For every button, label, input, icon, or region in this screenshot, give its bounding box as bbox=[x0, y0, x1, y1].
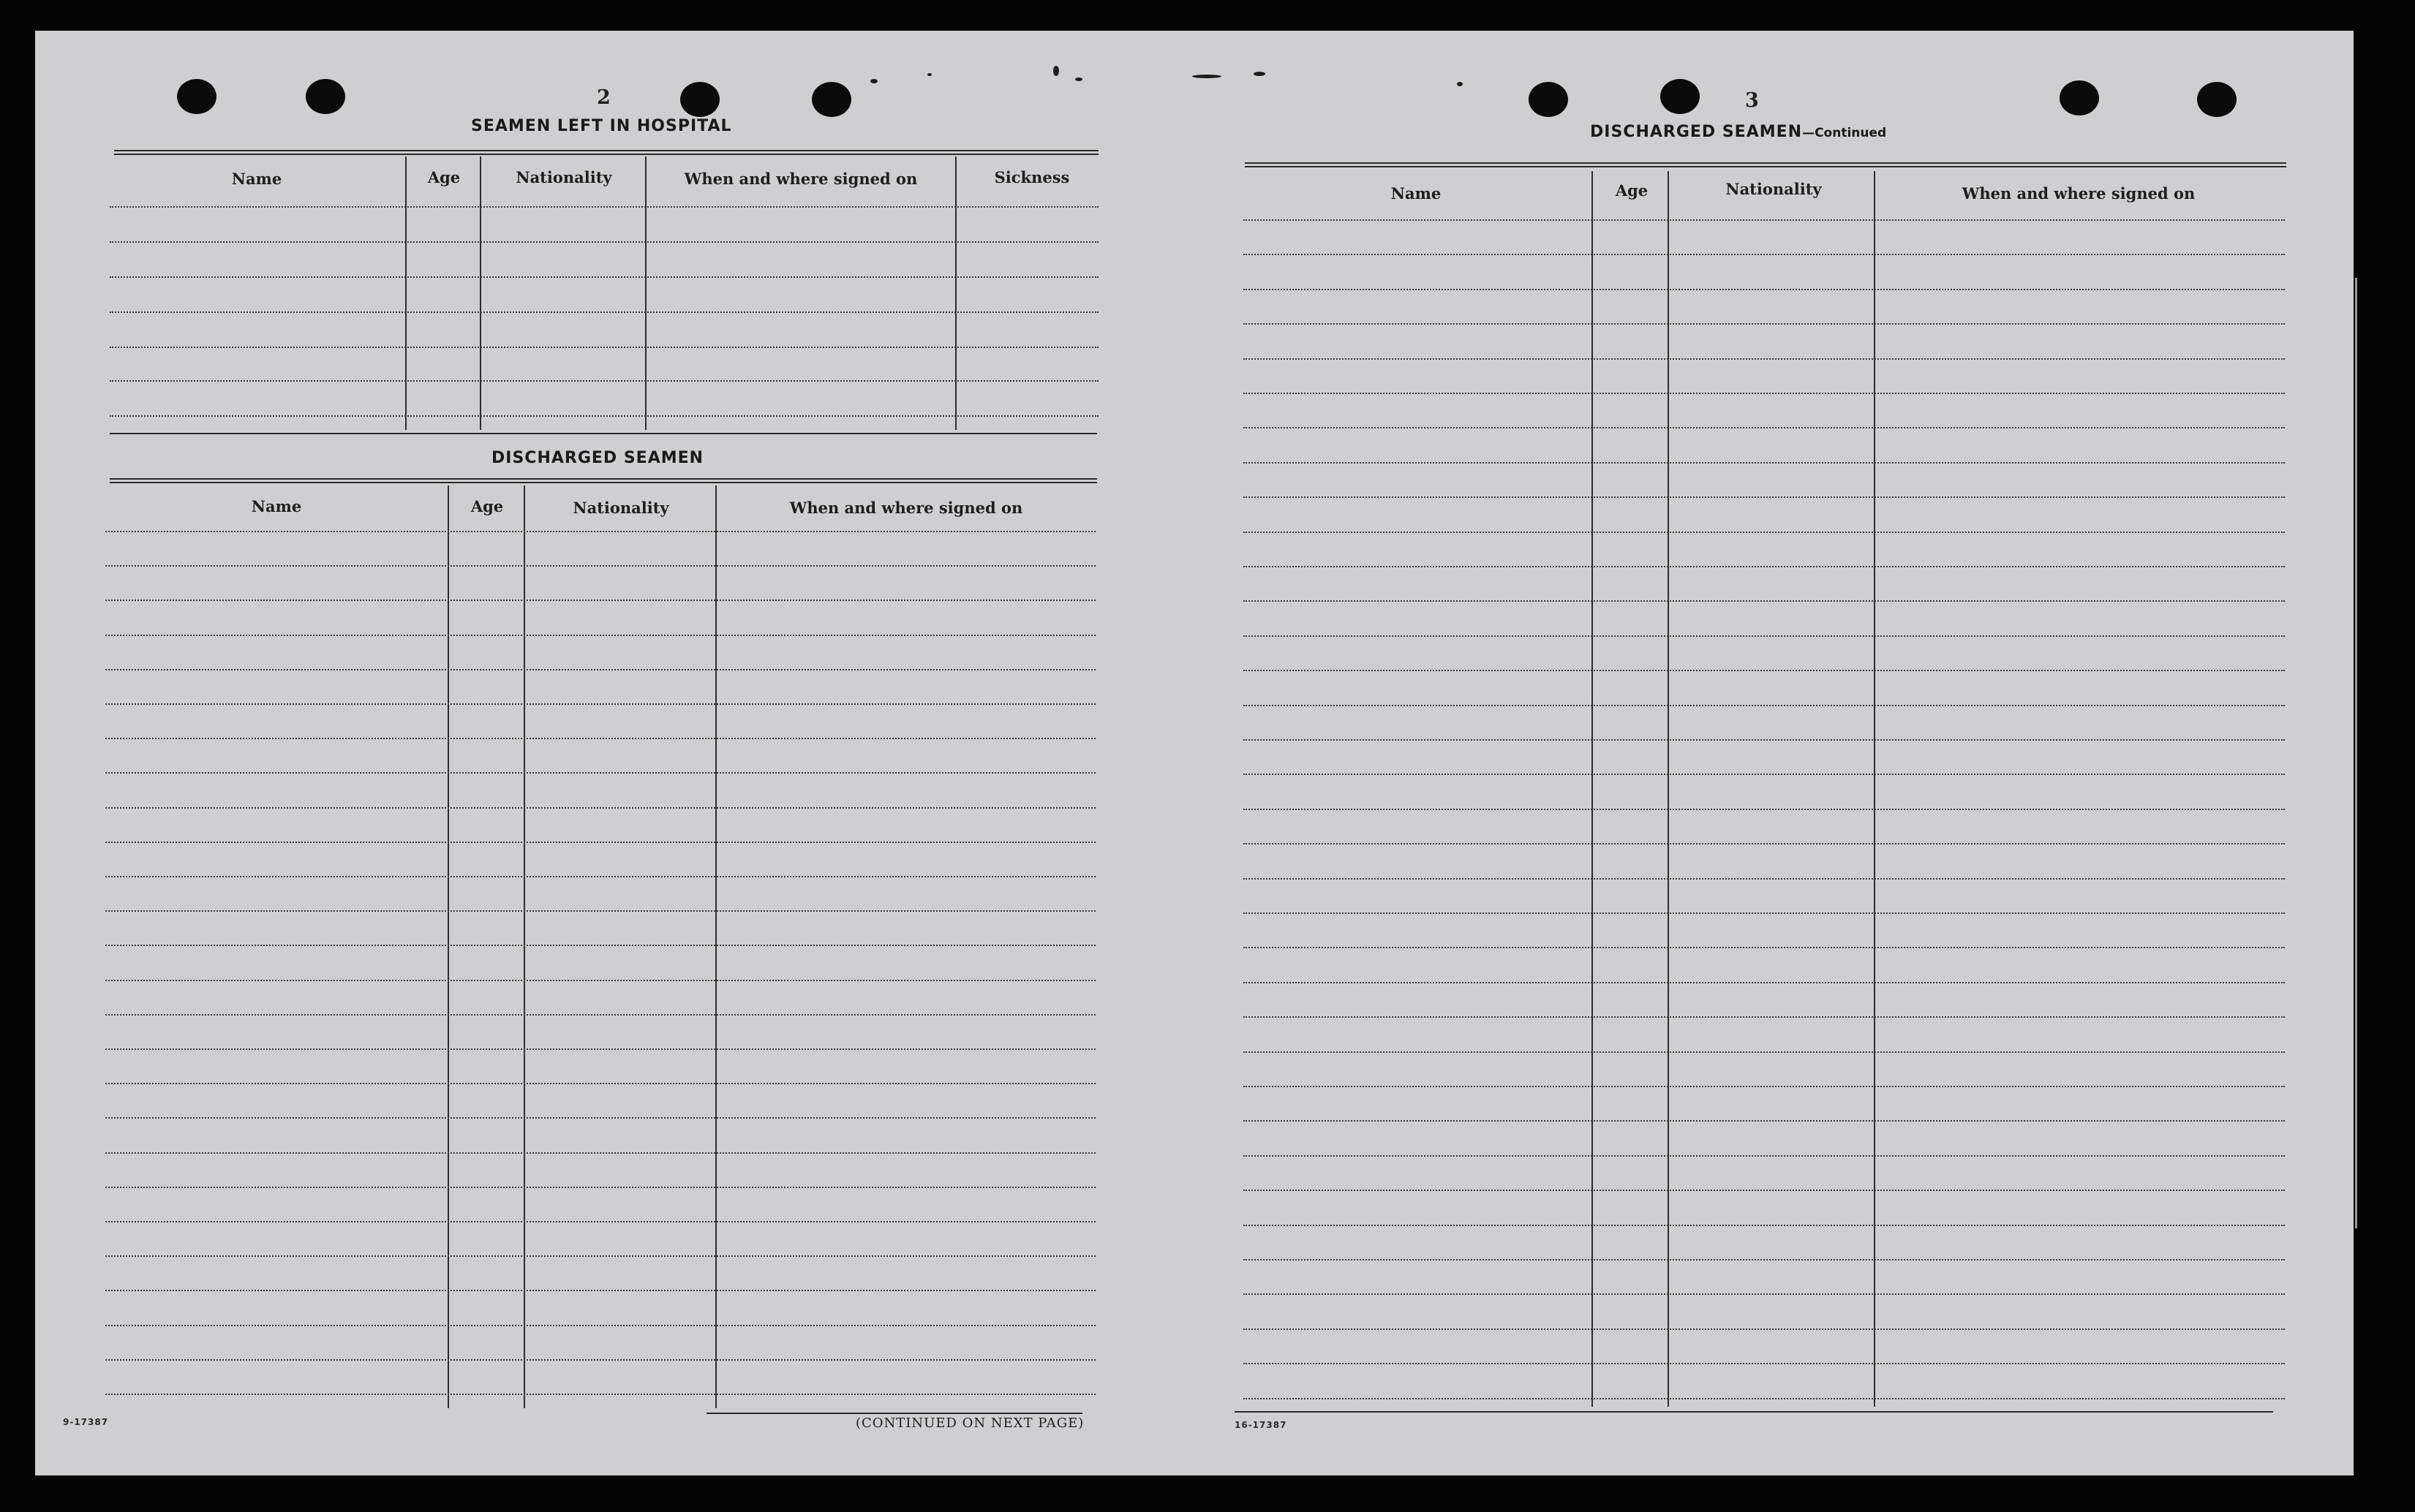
hospital-table-bottom-rule bbox=[110, 433, 1097, 434]
hospital-row-line bbox=[110, 206, 1099, 208]
ledger-row-line bbox=[1243, 670, 2285, 671]
hospital-row-line bbox=[110, 415, 1099, 417]
page-number: 3 bbox=[1745, 89, 1759, 112]
ledger-row-line bbox=[105, 1083, 1096, 1084]
form-number: 16-17387 bbox=[1235, 1420, 1287, 1430]
ledger-row-line bbox=[1243, 635, 2285, 637]
right-col-divider bbox=[1668, 171, 1669, 1407]
ledger-row-line bbox=[1243, 739, 2285, 741]
hospital-col-signed-on: When and where signed on bbox=[684, 170, 918, 188]
ledger-row-line bbox=[1243, 878, 2285, 880]
hospital-col-name: Name bbox=[231, 170, 282, 188]
hospital-row-line bbox=[110, 276, 1099, 278]
left-page-bottom-rule bbox=[707, 1413, 1082, 1414]
ledger-row-line bbox=[105, 531, 1096, 532]
ledger-row-line bbox=[1243, 1051, 2285, 1053]
ledger-row-line bbox=[1243, 1259, 2285, 1260]
ledger-row-line bbox=[105, 1359, 1096, 1361]
punch-hole bbox=[306, 79, 345, 114]
page-edge bbox=[2355, 278, 2357, 1228]
ledger-row-line bbox=[1243, 1293, 2285, 1295]
ledger-row-line bbox=[105, 565, 1096, 567]
ledger-row-line bbox=[1243, 1363, 2285, 1364]
ledger-row-line bbox=[1243, 254, 2285, 255]
hospital-section-title: SEAMEN LEFT IN HOSPITAL bbox=[471, 117, 732, 135]
ink-speck bbox=[1457, 82, 1463, 86]
discharged-col-divider bbox=[715, 485, 717, 1408]
discharged-continued-title bbox=[1590, 123, 1886, 141]
ledger-row-line bbox=[1243, 532, 2285, 533]
continued-suffix: —Continued bbox=[1802, 126, 1887, 140]
page-number: 2 bbox=[597, 86, 611, 109]
punch-hole bbox=[812, 82, 851, 117]
right-col-nationality: Nationality bbox=[1725, 180, 1822, 198]
ledger-row-line bbox=[105, 842, 1096, 843]
discharged-col-divider bbox=[524, 485, 525, 1408]
ledger-row-line bbox=[1243, 496, 2285, 498]
ledger-row-line bbox=[105, 910, 1096, 912]
right-col-age: Age bbox=[1615, 181, 1649, 200]
ledger-row-line bbox=[1243, 427, 2285, 428]
ledger-row-line bbox=[105, 1048, 1096, 1050]
ledger-row-line bbox=[105, 1117, 1096, 1119]
ledger-row-line bbox=[1243, 705, 2285, 706]
ledger-row-line bbox=[1243, 462, 2285, 464]
ledger-row-line bbox=[1243, 289, 2285, 290]
discharged-col-divider bbox=[448, 485, 449, 1408]
ledger-row-line bbox=[1243, 1120, 2285, 1122]
ledger-row-line bbox=[1243, 1398, 2285, 1399]
right-col-signed-on: When and where signed on bbox=[1962, 184, 2196, 203]
punch-hole bbox=[177, 79, 216, 114]
discharged-col-nationality: Nationality bbox=[573, 499, 669, 517]
ink-speck bbox=[1254, 72, 1265, 76]
ledger-row-line bbox=[105, 876, 1096, 877]
punch-hole bbox=[2197, 82, 2237, 117]
hospital-col-divider bbox=[480, 156, 481, 430]
hospital-row-line bbox=[110, 311, 1099, 313]
right-col-divider bbox=[1874, 171, 1875, 1407]
ledger-row-line bbox=[105, 1290, 1096, 1291]
ledger-row-line bbox=[105, 1221, 1096, 1222]
hospital-col-divider bbox=[645, 156, 647, 430]
ledger-row-line bbox=[1243, 1225, 2285, 1226]
discharged-col-signed-on: When and where signed on bbox=[789, 499, 1023, 517]
ledger-row-line bbox=[105, 669, 1096, 670]
hospital-table-top-rule bbox=[114, 150, 1099, 151]
ledger-row-line bbox=[105, 600, 1096, 601]
ledger-row-line bbox=[105, 945, 1096, 946]
hospital-col-age: Age bbox=[427, 168, 461, 186]
hospital-col-nationality: Nationality bbox=[516, 168, 612, 186]
ledger-row-line bbox=[105, 1394, 1096, 1395]
ledger-row-line bbox=[105, 738, 1096, 739]
ledger-row-line bbox=[105, 1187, 1096, 1188]
punch-hole bbox=[1660, 79, 1700, 114]
ledger-row-line bbox=[105, 1255, 1096, 1257]
continued-note: (CONTINUED ON NEXT PAGE) bbox=[856, 1415, 1085, 1431]
discharged-section-title: DISCHARGED SEAMEN bbox=[491, 449, 704, 467]
ledger-row-line bbox=[1243, 912, 2285, 914]
right-table-top-rule bbox=[1245, 162, 2286, 164]
ledger-row-line bbox=[1243, 774, 2285, 775]
ledger-row-line bbox=[1243, 358, 2285, 360]
ledger-row-line bbox=[105, 1152, 1096, 1154]
ink-speck bbox=[1053, 66, 1059, 76]
punch-hole bbox=[1529, 82, 1568, 117]
punch-hole bbox=[680, 82, 720, 117]
ledger-row-line bbox=[1243, 393, 2285, 394]
discharged-col-name: Name bbox=[251, 497, 302, 515]
ledger-row-line bbox=[1243, 809, 2285, 810]
ledger-row-line bbox=[1243, 219, 2285, 221]
ledger-row-line bbox=[1243, 982, 2285, 983]
ledger-row-line bbox=[105, 703, 1096, 705]
ink-speck bbox=[870, 79, 878, 83]
discharged-col-age: Age bbox=[470, 497, 504, 515]
right-col-name: Name bbox=[1390, 184, 1442, 203]
ledger-row-line bbox=[105, 635, 1096, 636]
ledger-row-line bbox=[1243, 323, 2285, 325]
ledger-row-line bbox=[105, 807, 1096, 809]
hospital-row-line bbox=[110, 241, 1099, 243]
right-page-bottom-rule bbox=[1235, 1411, 2273, 1413]
ink-speck bbox=[1192, 75, 1221, 78]
ledger-row-line bbox=[105, 980, 1096, 981]
ink-speck bbox=[1075, 78, 1082, 81]
form-number: 9-17387 bbox=[63, 1417, 109, 1427]
ledger-row-line bbox=[1243, 1190, 2285, 1191]
ledger-row-line bbox=[1243, 1086, 2285, 1087]
ledger-row-line bbox=[1243, 600, 2285, 602]
hospital-row-line bbox=[110, 380, 1099, 382]
discharged-continued-title-main: DISCHARGED SEAMEN bbox=[1590, 123, 1803, 141]
punch-hole bbox=[2060, 80, 2099, 116]
hospital-row-line bbox=[110, 347, 1099, 348]
ledger-row-line bbox=[105, 1014, 1096, 1016]
ledger-row-line bbox=[1243, 1155, 2285, 1157]
ledger-row-line bbox=[1243, 566, 2285, 567]
ledger-row-line bbox=[1243, 1016, 2285, 1018]
ledger-row-line bbox=[105, 1325, 1096, 1326]
ledger-row-line bbox=[1243, 947, 2285, 948]
right-col-divider bbox=[1591, 171, 1593, 1407]
hospital-col-divider bbox=[955, 156, 957, 430]
hospital-col-sickness: Sickness bbox=[994, 168, 1070, 186]
ledger-row-line bbox=[1243, 1328, 2285, 1330]
ledger-row-line bbox=[1243, 843, 2285, 844]
ledger-row-line bbox=[105, 772, 1096, 774]
hospital-col-divider bbox=[405, 156, 407, 430]
ink-speck bbox=[927, 73, 932, 76]
discharged-table-top-rule bbox=[110, 478, 1097, 480]
